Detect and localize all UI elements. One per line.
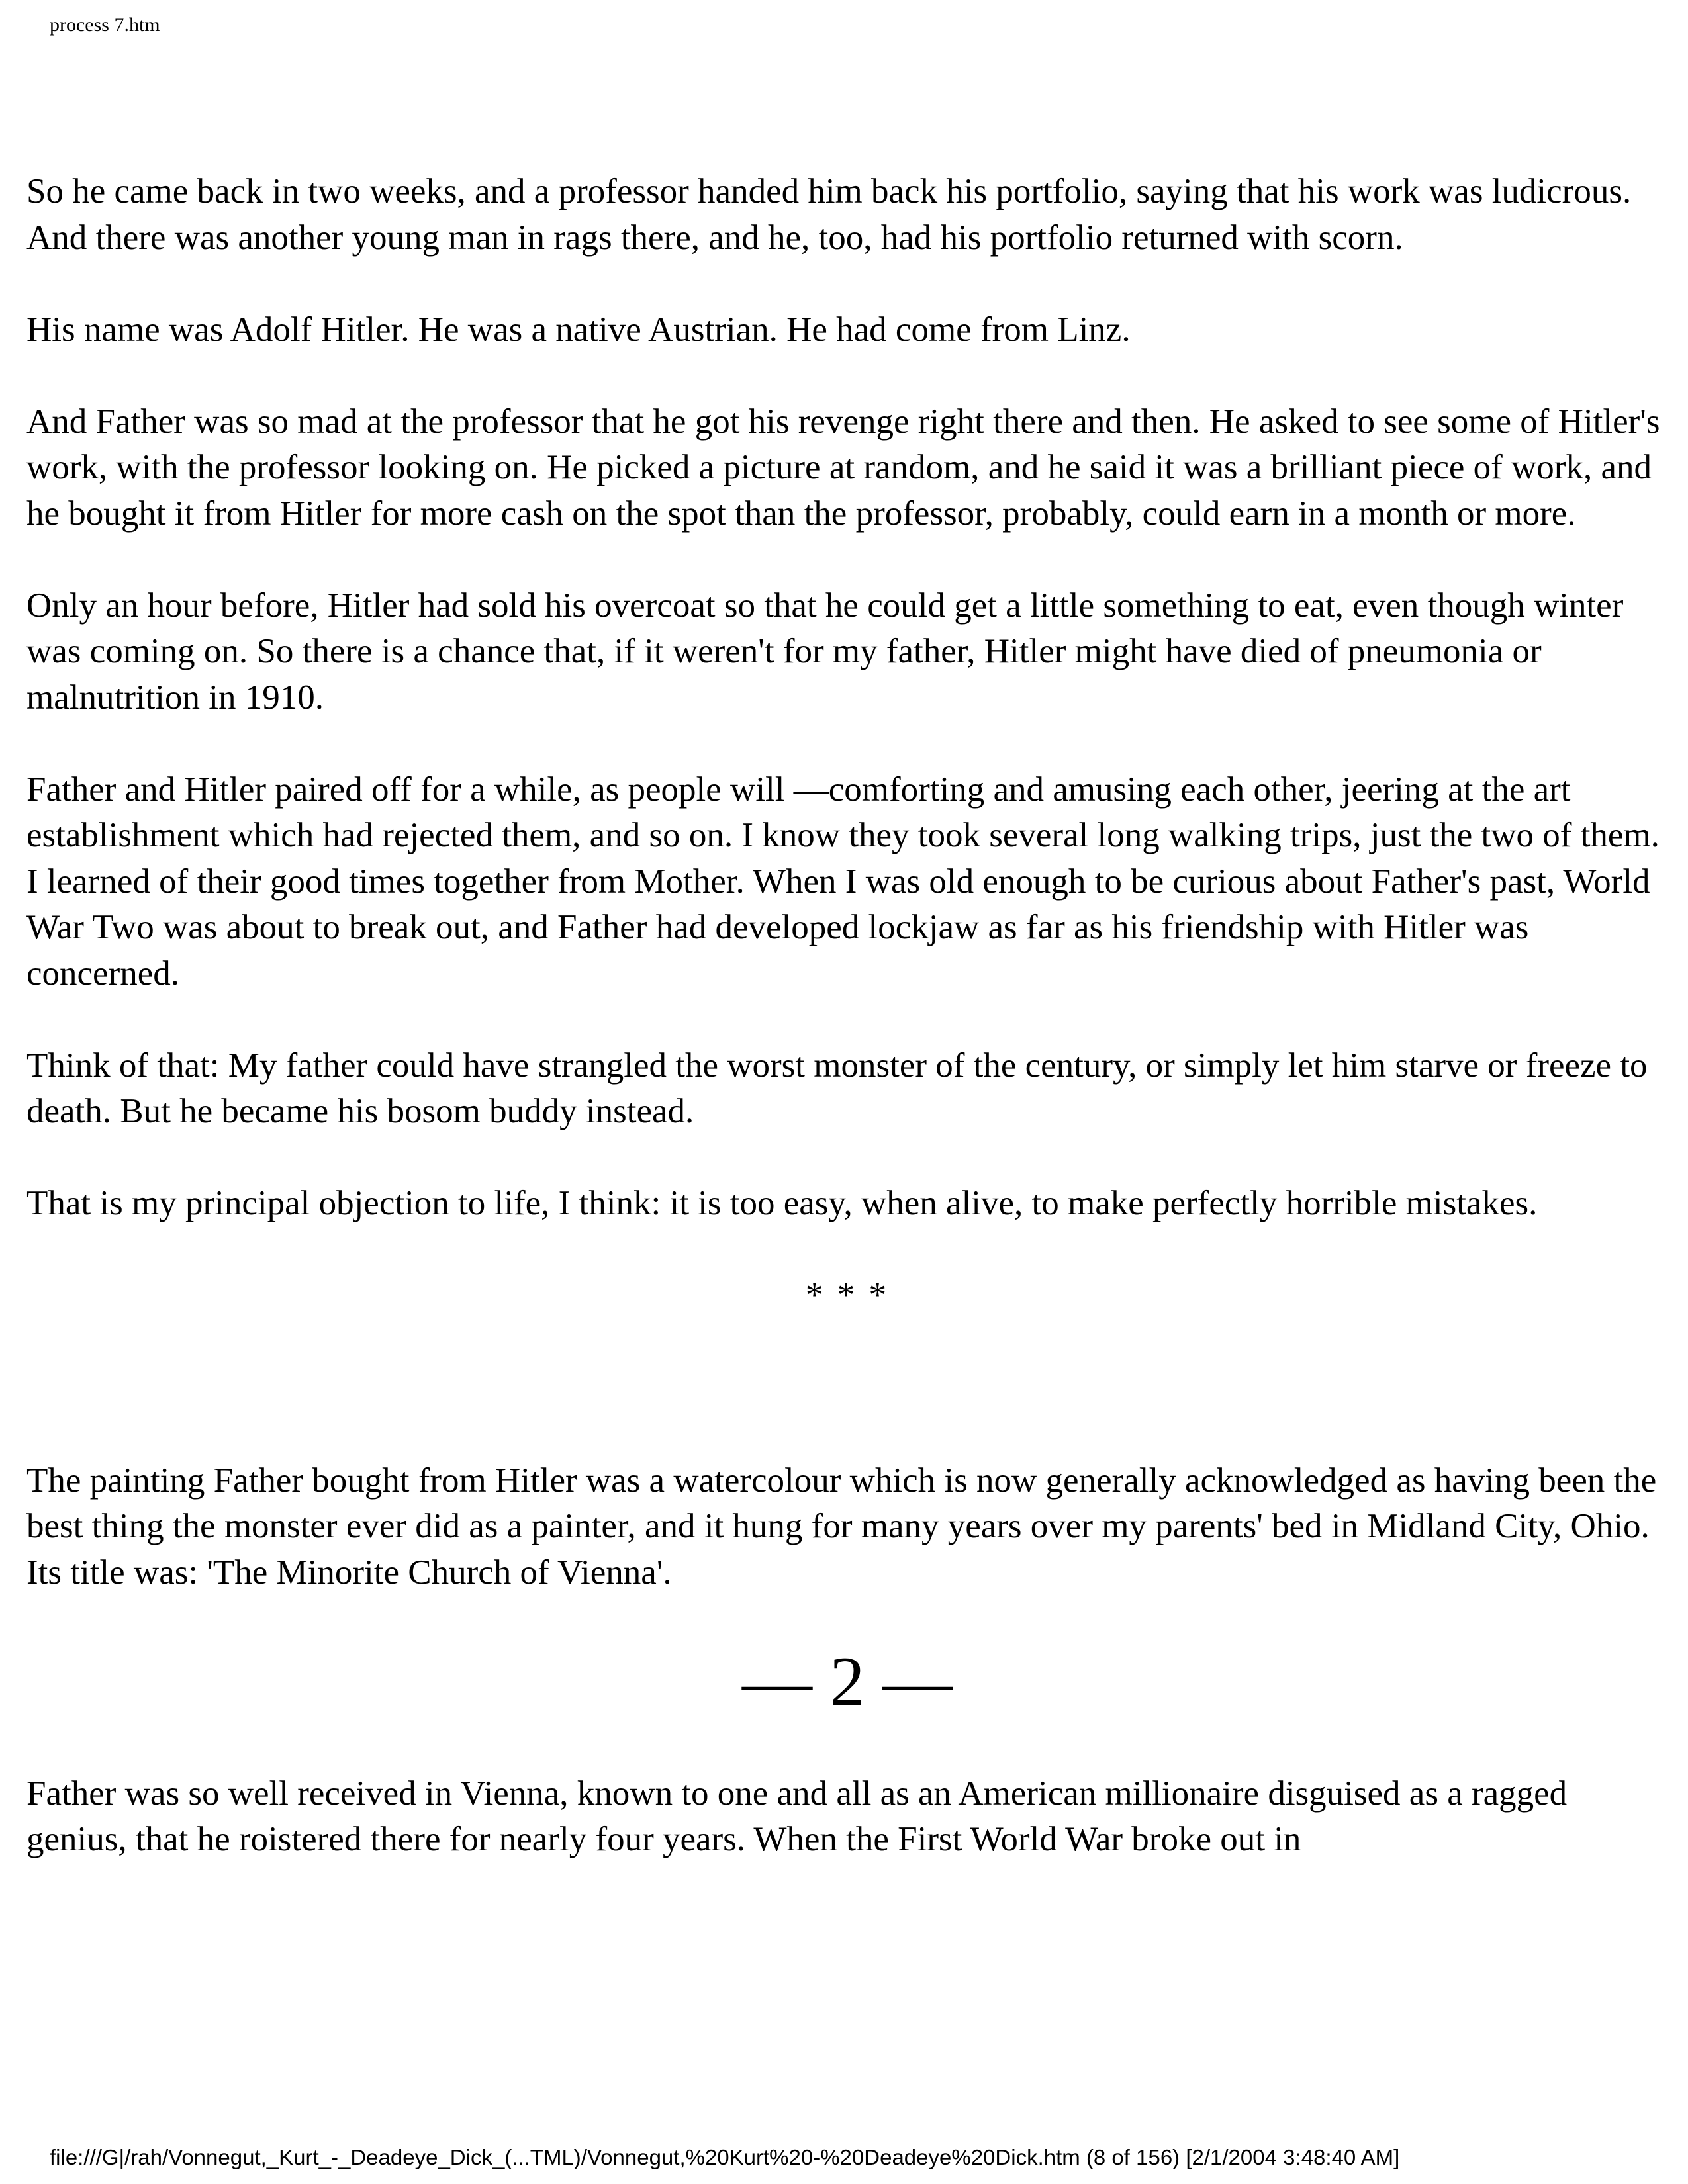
paragraph: The painting Father bought from Hitler was a watercolour which is now generally acknowledged as having been the best thing the monster ever did as a painter, and it hung for many years over my parents' bed in Midland City, Ohio. Its title was: 'The Minorite Church of Vienna'.: [26, 1461, 1657, 1592]
paragraph: Only an hour before, Hitler had sold his overcoat so that he could get a little something to eat, even though winter was coming on. So there is a chance that, if it weren't for my father, Hitler might have died of pneumonia or malnutrition in 1910.: [26, 586, 1624, 717]
paragraph: Father was so well received in Vienna, known to one and all as an American millionaire disguised as a ragged genius, that he roistered there for nearly four years. When the First World War broke out in: [26, 1774, 1568, 1858]
page-footer-url: file:///G|/rah/Vonnegut,_Kurt_-_Deadeye_Dick_(...TML)/Vonnegut,%20Kurt%20-%20Deadeye%20Dick.htm (8 of 156) [2/1/2004 3:48:40 AM]: [50, 2145, 1400, 2169]
scene-break: * * *: [806, 1276, 889, 1314]
chapter-heading: — 2 —: [742, 1642, 953, 1720]
document-body: [26, 169, 1668, 1909]
paragraph: So he came back in two weeks, and a professor handed him back his portfolio, saying that his work was ludicrous. And there was another young man in rags there, and he, too, had his portfolio returned with scorn.: [26, 172, 1632, 257]
paragraph: Father and Hitler paired off for a while, as people will —comforting and amusing each other, jeering at the art establishment which had rejected them, and so on. I know they took several long walking trips, just the two of them. I learned of their good times together from Mother. When I was old enough to be curious about Father's past, World War Two was about to break out, and Father had developed lockjaw as far as his friendship with Hitler was concerned.: [26, 770, 1660, 993]
paragraph: Think of that: My father could have strangled the worst monster of the century, or simply let him starve or freeze to death. But he became his bosom buddy instead.: [26, 1046, 1648, 1130]
paragraph: And Father was so mad at the professor that he got his revenge right there and then. He asked to see some of Hitler's work, with the professor looking on. He picked a picture at random, and he said it was a brilliant piece of work, and he bought it from Hitler for more cash on the spot than the professor, probably, could earn in a month or more.: [26, 402, 1660, 533]
paragraph: That is my principal objection to life, I think: it is too easy, when alive, to make perfectly horrible mistakes.: [26, 1184, 1538, 1222]
page-header-title: process 7.htm: [50, 14, 160, 36]
paragraph: His name was Adolf Hitler. He was a native Austrian. He had come from Linz.: [26, 310, 1131, 349]
